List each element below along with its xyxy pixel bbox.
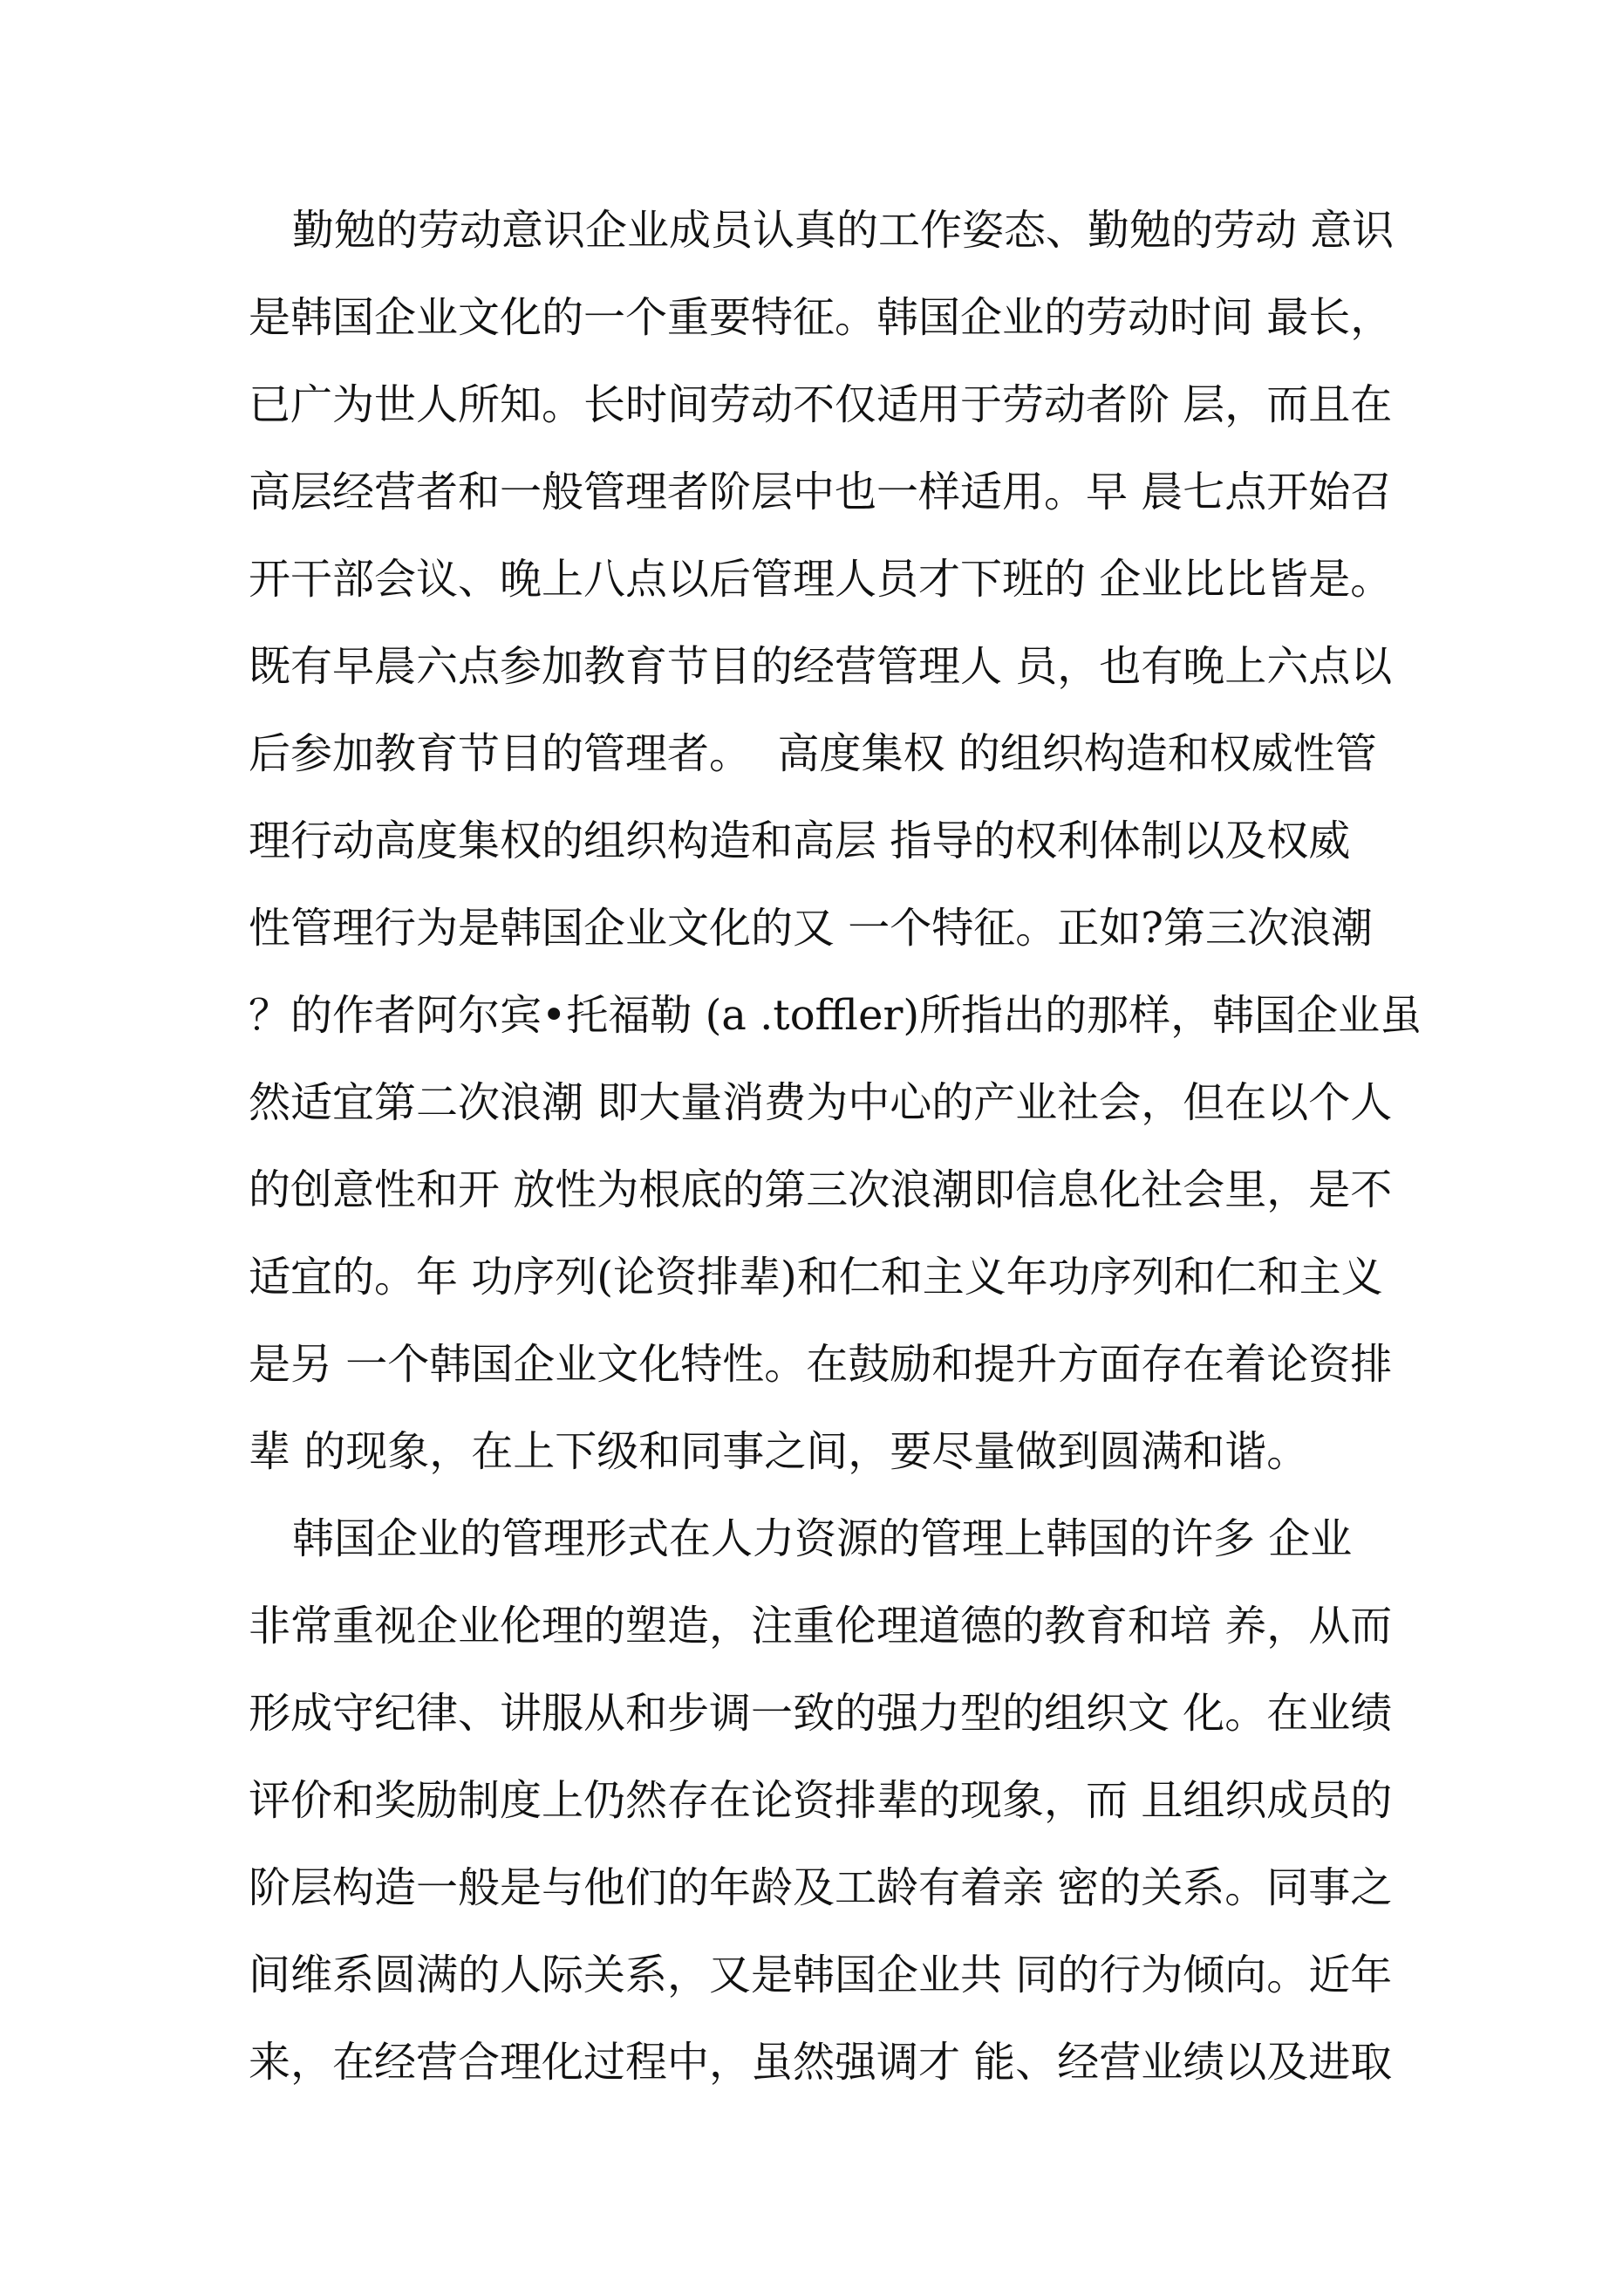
text-line: 非常重视企业伦理的塑造，注重伦理道德的教育和培 养，从而 xyxy=(249,1602,1393,1650)
text-line: 韩国企业的管理形式在人力资源的管理上韩国的许多 企业 xyxy=(292,1514,1353,1563)
text-line: 阶层构造一般是与他们的年龄及工龄有着亲 密的关系。同事之 xyxy=(249,1863,1393,1912)
text-line: 勤勉的劳动意识企业成员认真的工作姿态、勤勉的劳动 意识 xyxy=(292,206,1395,255)
text-line: 既有早晨六点参加教育节目的经营管理人 员，也有晚上六点以 xyxy=(249,642,1393,691)
text-line: 性管理行为是韩国企业文化的又 一个特征。正如?第三次浪潮 xyxy=(249,904,1373,953)
text-line: 已广为世人所知。长时间劳动不仅适用于劳动者阶 层，而且在 xyxy=(249,380,1393,429)
text-line: ？的作者阿尔宾•托福勒 (a .toffler)所指出的那样，韩国企业虽 xyxy=(249,991,1422,1040)
text-line: 间维系圆满的人际关系，又是韩国企业共 同的行为倾向。近年 xyxy=(249,1951,1393,1999)
text-line: 开干部会议、晚上八点以后管理人员才下班的 企业比比皆是。 xyxy=(249,555,1393,604)
text-line: 来，在经营合理化过程中，虽然强调才 能、经营业绩以及进取 xyxy=(249,2038,1393,2087)
text-line: 是韩国企业文化的一个重要特征。韩国企业的劳动时间 最长， xyxy=(249,293,1393,342)
text-line: 理行动高度集权的组织构造和高层 指导的权利体制以及权威 xyxy=(249,817,1351,865)
text-line: 评价和奖励制度上仍然存在论资排辈的现象，而 且组织成员的 xyxy=(249,1776,1393,1825)
text-line: 然适宜第二次浪潮 即大量消费为中心的产业社会，但在以个人 xyxy=(249,1078,1393,1127)
text-line: 是另 一个韩国企业文化特性。在鼓励和提升方面存在着论资排 xyxy=(249,1340,1393,1389)
text-line: 形成守纪律、讲服从和步调一致的强力型的组织文 化。在业绩 xyxy=(249,1689,1393,1738)
text-line: 高层经营者和一般管理者阶层中也一样适用。早 晨七点开始召 xyxy=(249,468,1393,516)
text-line: 后参加教育节目的管理者。 高度集权 的组织构造和权威性管 xyxy=(249,729,1377,778)
text-line: 的创意性和开 放性为根底的第三次浪潮即信息化社会里，是不 xyxy=(249,1165,1393,1214)
text-line: 适宜的。年 功序列(论资排辈)和仁和主义年功序列和仁和主义 xyxy=(249,1253,1383,1302)
text-line: 辈 的现象，在上下级和同事之间，要尽量做到圆满和谐。 xyxy=(249,1427,1309,1476)
